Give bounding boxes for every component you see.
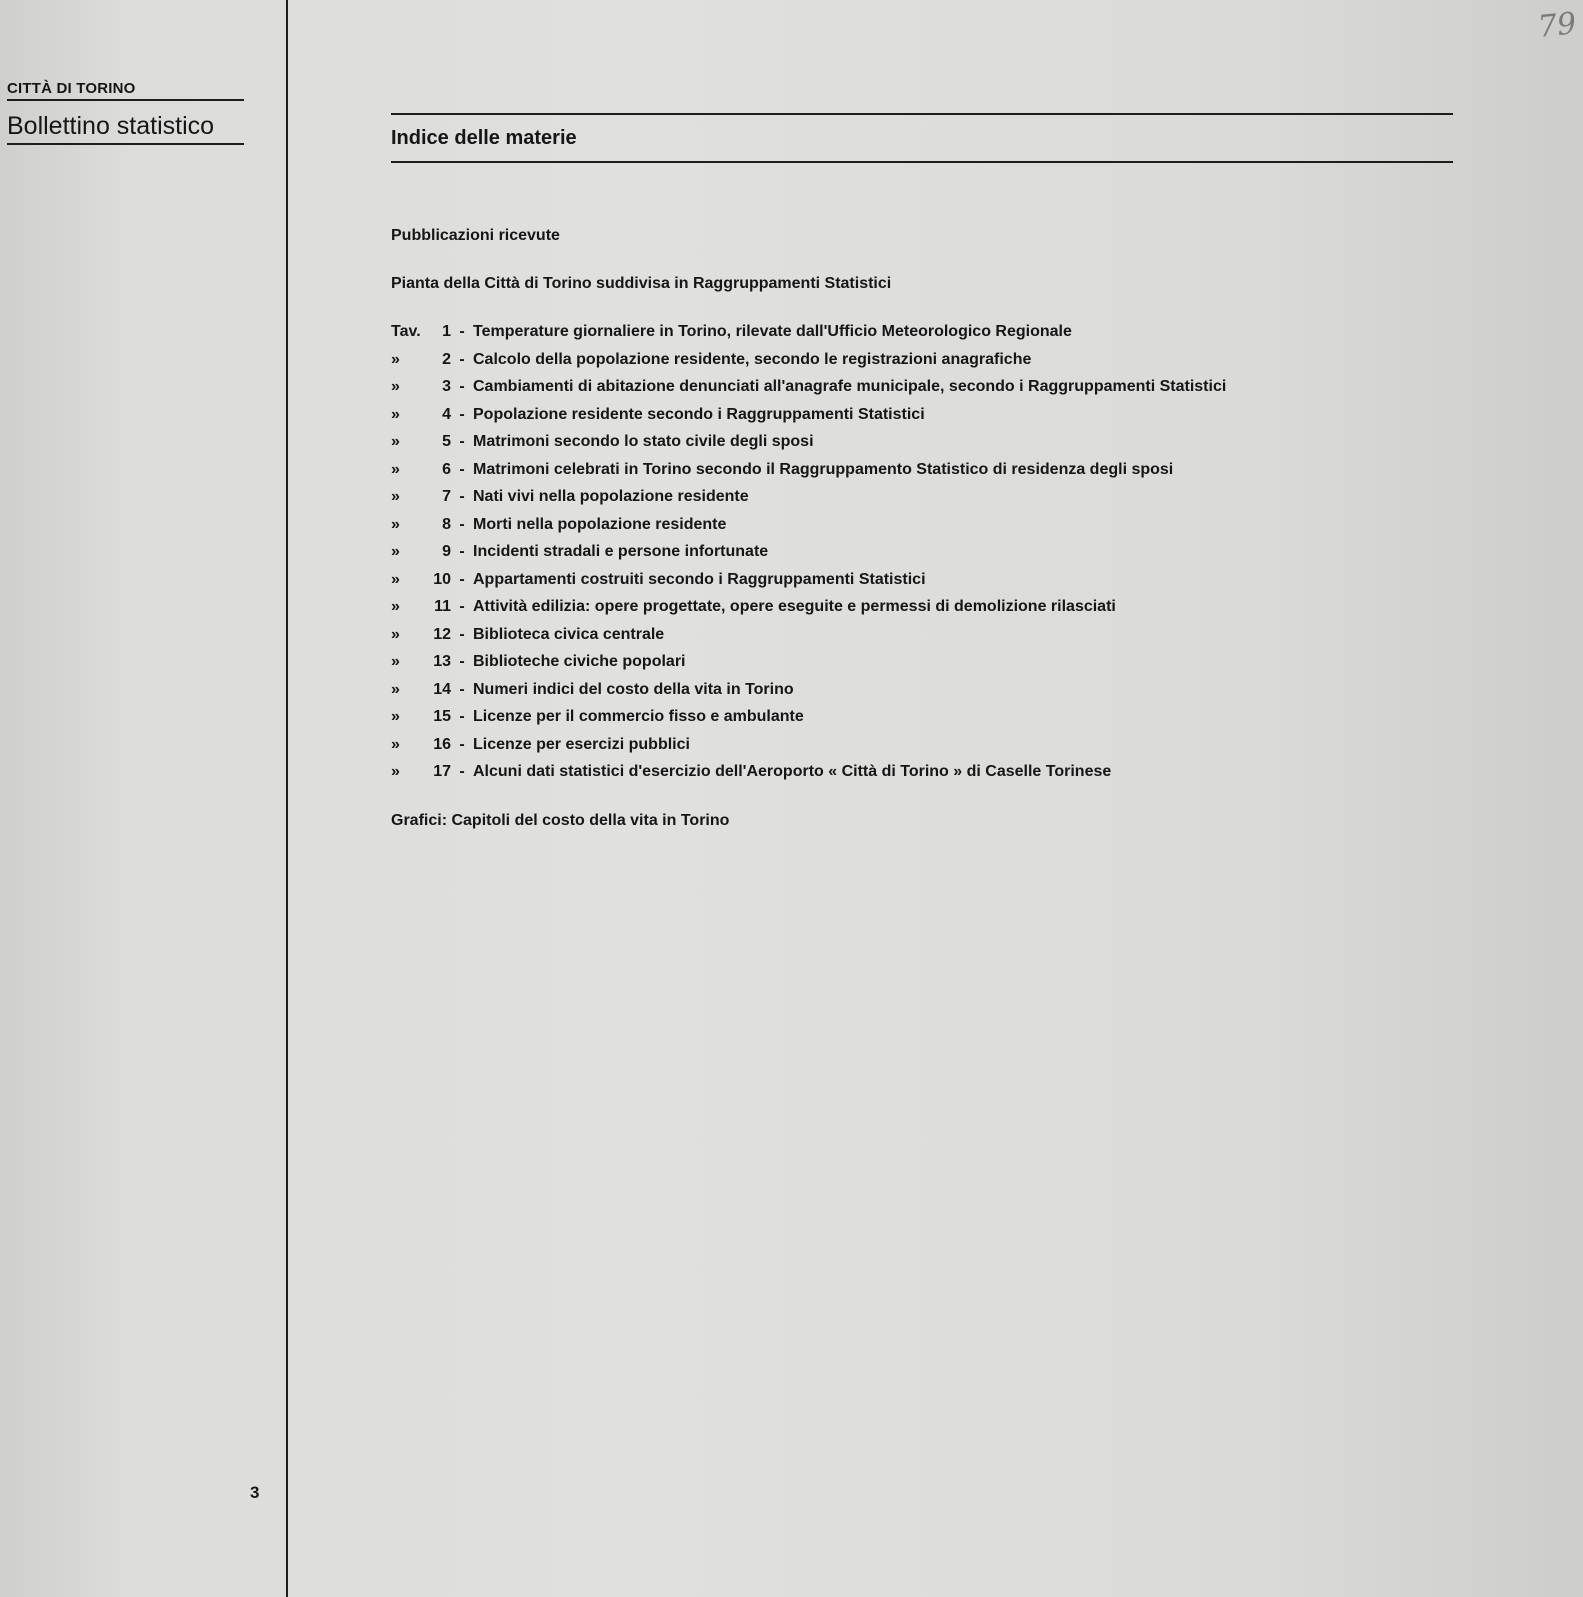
table-entry xyxy=(391,593,1451,621)
entry-number: 15 xyxy=(433,708,451,725)
entry-number: 3 xyxy=(442,378,451,395)
entry-title: Licenze per il commercio fisso e ambulante xyxy=(473,708,804,725)
entry-prefix: » xyxy=(391,570,400,588)
entry-title: Incidenti stradali e persone infortunate xyxy=(473,543,769,560)
masthead-title: Bollettino statistico xyxy=(7,112,244,145)
entry-number: 6 xyxy=(442,460,451,478)
entry-prefix: Tav. xyxy=(391,323,421,340)
entry-title: Calcolo della popolazione residente, secondo le registrazioni anagrafiche xyxy=(473,350,1032,368)
entry-number: 7 xyxy=(442,488,451,505)
table-entry xyxy=(391,731,1451,759)
index-content xyxy=(391,222,1451,834)
column-divider xyxy=(286,0,288,1597)
charts-entry: Grafici: Capitoli del costo della vita in Torino xyxy=(391,811,730,829)
entry-number: 11 xyxy=(434,598,451,615)
entry-number: 14 xyxy=(433,680,451,698)
entry-prefix: » xyxy=(391,405,400,423)
entry-prefix: » xyxy=(391,488,400,505)
entry-number: 17 xyxy=(433,763,451,780)
table-entry xyxy=(391,621,1451,649)
table-entry xyxy=(391,758,1451,786)
entry-prefix: » xyxy=(391,433,400,450)
entry-dash: - xyxy=(459,653,465,670)
entry-number: 16 xyxy=(433,735,451,753)
entry-title: Appartamenti costruiti secondo i Raggruppamenti Statistici xyxy=(473,570,926,588)
table-entry xyxy=(391,566,1451,594)
index-title: Indice delle materie xyxy=(391,127,577,149)
entry-number: 1 xyxy=(442,323,451,340)
entry-dash: - xyxy=(459,405,465,423)
entry-number: 12 xyxy=(433,625,451,643)
table-entry xyxy=(391,428,1451,456)
entry-title: Morti nella popolazione residente xyxy=(473,515,727,533)
entry-prefix: » xyxy=(391,708,400,725)
entry-prefix: » xyxy=(391,378,400,395)
entry-dash: - xyxy=(459,625,465,643)
entry-dash: - xyxy=(459,570,465,588)
entry-prefix: » xyxy=(391,543,400,560)
entry-prefix: » xyxy=(391,653,400,670)
entry-dash: - xyxy=(459,735,465,753)
table-entry xyxy=(391,538,1451,566)
entry-dash: - xyxy=(459,323,465,340)
entry-prefix: » xyxy=(391,460,400,478)
masthead-city: CITTÀ DI TORINO xyxy=(7,80,244,101)
table-entry xyxy=(391,373,1451,401)
tables-list xyxy=(391,318,1451,786)
table-entry xyxy=(391,648,1451,676)
table-entry xyxy=(391,483,1451,511)
entry-number: 4 xyxy=(442,405,451,423)
entry-title: Numeri indici del costo della vita in Torino xyxy=(473,680,794,698)
entry-dash: - xyxy=(459,350,465,368)
entry-number: 9 xyxy=(442,543,451,560)
entry-dash: - xyxy=(459,515,465,533)
entry-prefix: » xyxy=(391,350,400,368)
entry-title: Popolazione residente secondo i Raggruppamenti Statistici xyxy=(473,405,925,423)
entry-dash: - xyxy=(459,680,465,698)
entry-prefix: » xyxy=(391,598,400,615)
entry-prefix: » xyxy=(391,763,400,780)
table-entry xyxy=(391,456,1451,484)
table-entry xyxy=(391,346,1451,374)
entry-title: Matrimoni secondo lo stato civile degli sposi xyxy=(473,433,814,450)
table-entry xyxy=(391,511,1451,539)
entry-prefix: » xyxy=(391,625,400,643)
entry-title: Attività edilizia: opere progettate, opere eseguite e permessi di demolizione rilasciati xyxy=(473,598,1116,615)
entry-title: Licenze per esercizi pubblici xyxy=(473,735,690,753)
entry-dash: - xyxy=(459,488,465,505)
entry-title: Nati vivi nella popolazione residente xyxy=(473,488,749,505)
entry-dash: - xyxy=(459,378,465,395)
entry-prefix: » xyxy=(391,515,400,533)
table-entry xyxy=(391,703,1451,731)
entry-dash: - xyxy=(459,708,465,725)
handwritten-page-mark: 79 xyxy=(1536,6,1578,45)
entry-title: Temperature giornaliere in Torino, rilevate dall'Ufficio Meteorologico Regionale xyxy=(473,323,1072,340)
table-entry xyxy=(391,401,1451,429)
entry-title: Biblioteca civica centrale xyxy=(473,625,665,643)
entry-prefix: » xyxy=(391,735,400,753)
entry-dash: - xyxy=(459,460,465,478)
entry-number: 8 xyxy=(442,515,451,533)
entry-title: Alcuni dati statistici d'esercizio dell'Aeroporto « Città di Torino » di Caselle Torinese xyxy=(473,763,1112,780)
entry-dash: - xyxy=(459,433,465,450)
entry-number: 2 xyxy=(442,350,451,368)
entry-dash: - xyxy=(459,763,465,780)
entry-prefix: » xyxy=(391,680,400,698)
entry-title: Cambiamenti di abitazione denunciati all'anagrafe municipale, secondo i Raggruppamenti Statistici xyxy=(473,378,1227,395)
entry-title: Matrimoni celebrati in Torino secondo il Raggruppamento Statistico di residenza degli sposi xyxy=(473,460,1174,478)
map-entry: Pianta della Città di Torino suddivisa in Raggruppamenti Statistici xyxy=(391,275,892,292)
entry-title: Biblioteche civiche popolari xyxy=(473,653,686,670)
entry-number: 5 xyxy=(442,433,451,450)
entry-number: 10 xyxy=(433,570,451,588)
entry-dash: - xyxy=(459,598,465,615)
table-entry xyxy=(391,676,1451,704)
entry-number: 13 xyxy=(433,653,451,670)
publications-entry: Pubblicazioni ricevute xyxy=(391,227,560,244)
index-header xyxy=(391,113,1453,163)
page-number: 3 xyxy=(250,1483,260,1502)
entry-dash: - xyxy=(459,543,465,560)
table-entry xyxy=(391,318,1451,346)
